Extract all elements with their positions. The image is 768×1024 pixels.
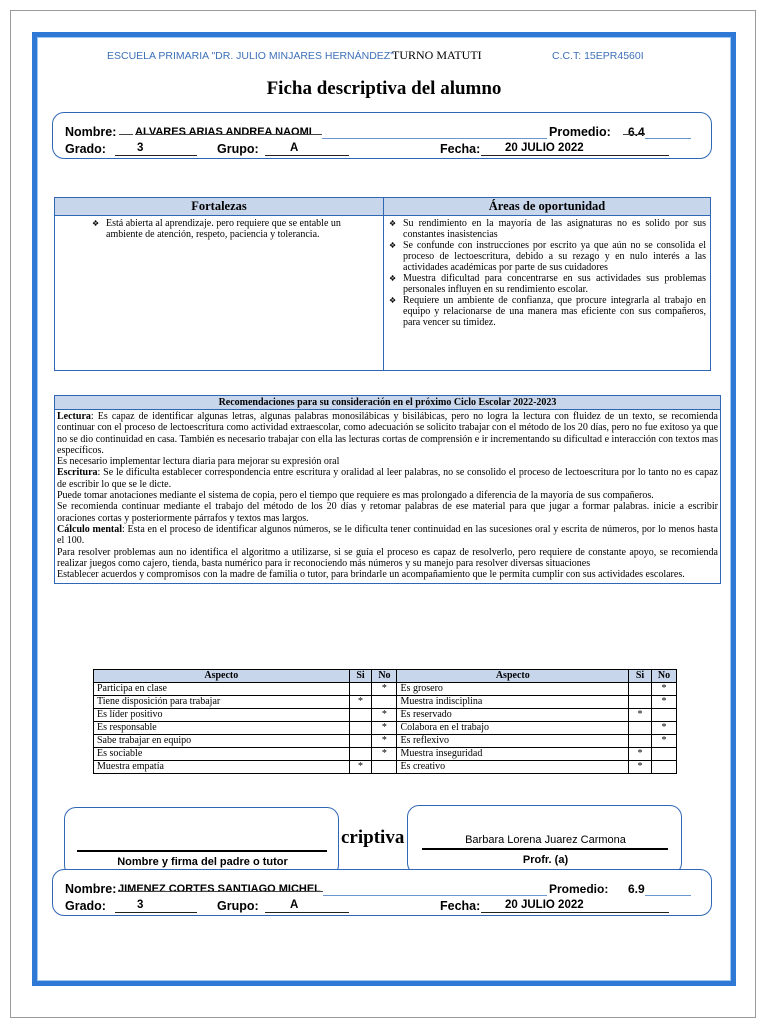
aspect-label-2: Es reservado [397,709,629,722]
grade-label-2: Grado: [65,899,106,913]
math-text: : Esta en el proceso de identificar algunos números, se le dificulta tener continuidad en las sucesiones oral y escrita de números, por lo menos hasta el 100. [57,523,719,547]
strengths-opportunities-table [54,197,711,371]
parent-signature-box [64,807,339,877]
name-underline-2 [323,895,547,896]
aspect-row [94,709,677,722]
aspect-no [372,696,397,709]
report-date-2: 20 JULIO 2022 [505,899,584,911]
aspect-yes-2 [629,722,652,735]
aspect-label: Es responsable [94,722,350,735]
opportunities-cell [384,216,711,371]
name-strike-through-2 [118,891,323,892]
aspect-row [94,735,677,748]
group-underline-2 [265,912,349,913]
group-label: Grupo: [217,142,259,156]
aspect-no-2 [651,761,676,774]
average-label-2: Promedio: [549,882,609,896]
school-name: ESCUELA PRIMARIA "DR. JULIO MINJARES HERNÁNDEZ" [107,50,394,62]
recommendations-header: Recomendaciones para su consideración en el próximo Ciclo Escolar 2022-2023 [55,396,720,410]
teacher-signature-line [422,848,668,850]
reading-text: : Es capaz de identificar algunas letras, algunas palabras monosilábicas y bisilábicas, pero no logra la lectura con fluidez de un texto, se recomienda continuar con el proceso de lectoescritura como actividad extraescolar, como adecuación se solicito trabajar con el método de los 20 días, pero no fue exitoso ya que no se dio continuidad en casa. También es necesario trabajar con ella las lecturas cortas de comprensión e ir incrementando su dificultad e interacción con textos mas específicos. [57,411,718,456]
name-underline [322,138,547,139]
student-name: ALVARES ARIAS ANDREA NAOMI [135,126,312,138]
aspect-label: Sabe trabajar en equipo [94,735,350,748]
student-grade-2: 3 [137,899,144,911]
aspect-no-2: * [651,722,676,735]
aspect-no: * [372,735,397,748]
aspect-label-2: Es grosero [397,683,629,696]
aspect-label-2: Es reflexivo [397,735,629,748]
student-info-box [52,112,712,159]
aspect-label-2: Muestra inseguridad [397,748,629,761]
average-label: Promedio: [549,125,611,139]
group-label-2: Grupo: [217,899,259,913]
teacher-label: Profr. (a) [522,854,569,866]
aspect-no: * [372,683,397,696]
aspect-row [94,683,677,696]
aspect-label: Muestra empatía [94,761,350,774]
student-info-box-2 [52,869,712,916]
aspect-yes-2 [629,696,652,709]
aspect-no-2: * [651,683,676,696]
aspect-yes-2 [629,735,652,748]
aspect-yes-2: * [629,748,652,761]
student-group-2: A [290,899,299,911]
strength-item: ❖ Está abierta al aprendizaje. pero requiere que se entable un ambiente de atención, respeto, paciencia y tolerancia. [106,218,379,240]
opportunity-item: ❖ Muestra dificultad para concentrarse en sus actividades sus problemas personales influyen en su rendimiento escolar. [403,273,706,295]
title-fragment: criptiva [341,827,405,848]
aspect-row [94,722,677,735]
parent-signature-line [77,850,327,852]
aspect-yes [349,748,372,761]
aspect-row [94,761,677,774]
average-underline-2 [645,895,691,896]
aspect-no: * [372,722,397,735]
aspect-no-2 [651,709,676,722]
name-label-2: Nombre: [65,882,117,896]
aspect-yes [349,709,372,722]
student-average: 6.4 [628,125,645,139]
opportunity-item: ❖ Se confunde con instrucciones por escrito ya que aún no se consolida el proceso de lectoescritura, debido a su rezago y en nulo interés a las actividades académicas por parte de sus cuidadores [403,240,706,273]
student-group: A [290,142,299,154]
aspect-label: Tiene disposición para trabajar [94,696,350,709]
aspect-label: Es sociable [94,748,350,761]
average-strike [623,134,645,135]
reading-paragraph [57,411,718,456]
writing-paragraph [57,467,718,490]
aspect-label: Es líder positivo [94,709,350,722]
yes-col-header-2: Si [629,670,652,683]
recommendations-box [54,395,721,584]
opportunity-item: ❖ Requiere un ambiente de confianza, que procure integrarla al trabajo en equipo y relacionarse de una manera mas eficiente con sus compañeros, para vencer su timidez. [403,295,706,328]
math-label: Cálculo mental [57,523,122,535]
school-shift: TURNO MATUTI [392,48,482,62]
teacher-name: Barbara Lorena Juarez Carmona [465,834,626,846]
math-paragraph [57,524,718,547]
report-date: 20 JULIO 2022 [505,142,584,154]
school-cct: C.C.T: 15EPR4560I [552,50,644,62]
math-extra: Para resolver problemas aun no identifica el algoritmo a utilizarse, si se guía el proceso es capaz de resolverlo, pero requiere de constante apoyo, se recomienda realizar juegos como cajero, tienda, basta numérico para ir reconociendo más números y su manejo para resolver diversas situaciones [57,546,718,569]
teacher-signature-box [407,805,682,875]
reading-extra: Es necesario implementar lectura diaria para mejorar su expresión oral [57,456,340,468]
writing-text: : Se le dificulta establecer correspondencia entre escritura y oralidad al leer palabras, no se consolido el proceso de lectoescritura por lo tanto no es capaz de escribir lo que se le dicte. [57,467,718,490]
aspect-col-header: Aspecto [94,670,350,683]
aspect-label-2: Es creativo [397,761,629,774]
aspect-yes [349,735,372,748]
aspect-no-2 [651,748,676,761]
grade-label: Grado: [65,142,106,156]
no-col-header: No [372,670,397,683]
reading-label: Lectura [57,411,91,422]
grade-underline-2 [115,912,197,913]
aspect-label-2: Colabora en el trabajo [397,722,629,735]
writing-extra-2: Se recomienda continuar mediante el trabajo del método de los 20 días y retomar palabras de ese material para que jugar a formar palabras. inicie a escribir oraciones cortas y posteriormente párrafos y textos mas largos. [57,501,718,524]
aspect-no [372,761,397,774]
writing-label: Escritura [57,467,98,479]
name-label: Nombre: [65,125,117,139]
aspect-row [94,696,677,709]
aspect-no-2: * [651,696,676,709]
aspects-table [93,669,677,774]
opportunity-item: ❖ Su rendimiento en la mayoría de las asignaturas no es solido por sus constantes inasistencias [403,218,706,240]
grade-underline [115,155,197,156]
opportunities-header: Áreas de oportunidad [384,198,711,216]
student-grade: 3 [137,142,144,154]
aspect-yes: * [349,761,372,774]
student-name-2: JIMENEZ CORTES SANTIAGO MICHEL [118,883,321,895]
aspect-yes-2: * [629,761,652,774]
aspect-col-header-2: Aspecto [397,670,629,683]
group-underline [265,155,349,156]
aspect-rows [94,683,677,774]
aspect-yes-2: * [629,709,652,722]
recommendations-body [55,410,720,583]
aspect-no: * [372,748,397,761]
strengths-cell [55,216,384,371]
strengths-header: Fortalezas [55,198,384,216]
date-label: Fecha: [440,142,481,156]
aspect-yes [349,683,372,696]
aspect-yes: * [349,696,372,709]
no-col-header-2: No [651,670,676,683]
student-average-2: 6.9 [628,882,645,896]
date-underline-2 [481,912,669,913]
agreements-paragraph: Establecer acuerdos y compromisos con la madre de familia o tutor, para brindarle un acompañamiento que le permita cumplir con sus actividades escolares. [57,569,685,581]
aspect-no-2: * [651,735,676,748]
date-underline [481,155,669,156]
aspect-no: * [372,709,397,722]
average-underline [645,138,691,139]
aspect-row [94,748,677,761]
name-strike [119,134,133,135]
document-frame [32,32,736,986]
yes-col-header: Si [349,670,372,683]
page-title: Ficha descriptiva del alumno [266,78,502,99]
aspect-label-2: Muestra indisciplina [397,696,629,709]
name-strike-through [135,134,322,135]
aspect-yes [349,722,372,735]
date-label-2: Fecha: [440,899,481,913]
writing-extra-1: Puede tomar anotaciones mediante el sistema de copia, pero el tiempo que requiere es mas prolongado a diferencia de la mayoría de sus compañeros. [57,490,654,502]
aspect-label: Participa en clase [94,683,350,696]
parent-signature-label: Nombre y firma del padre o tutor [117,856,288,868]
aspect-yes-2 [629,683,652,696]
